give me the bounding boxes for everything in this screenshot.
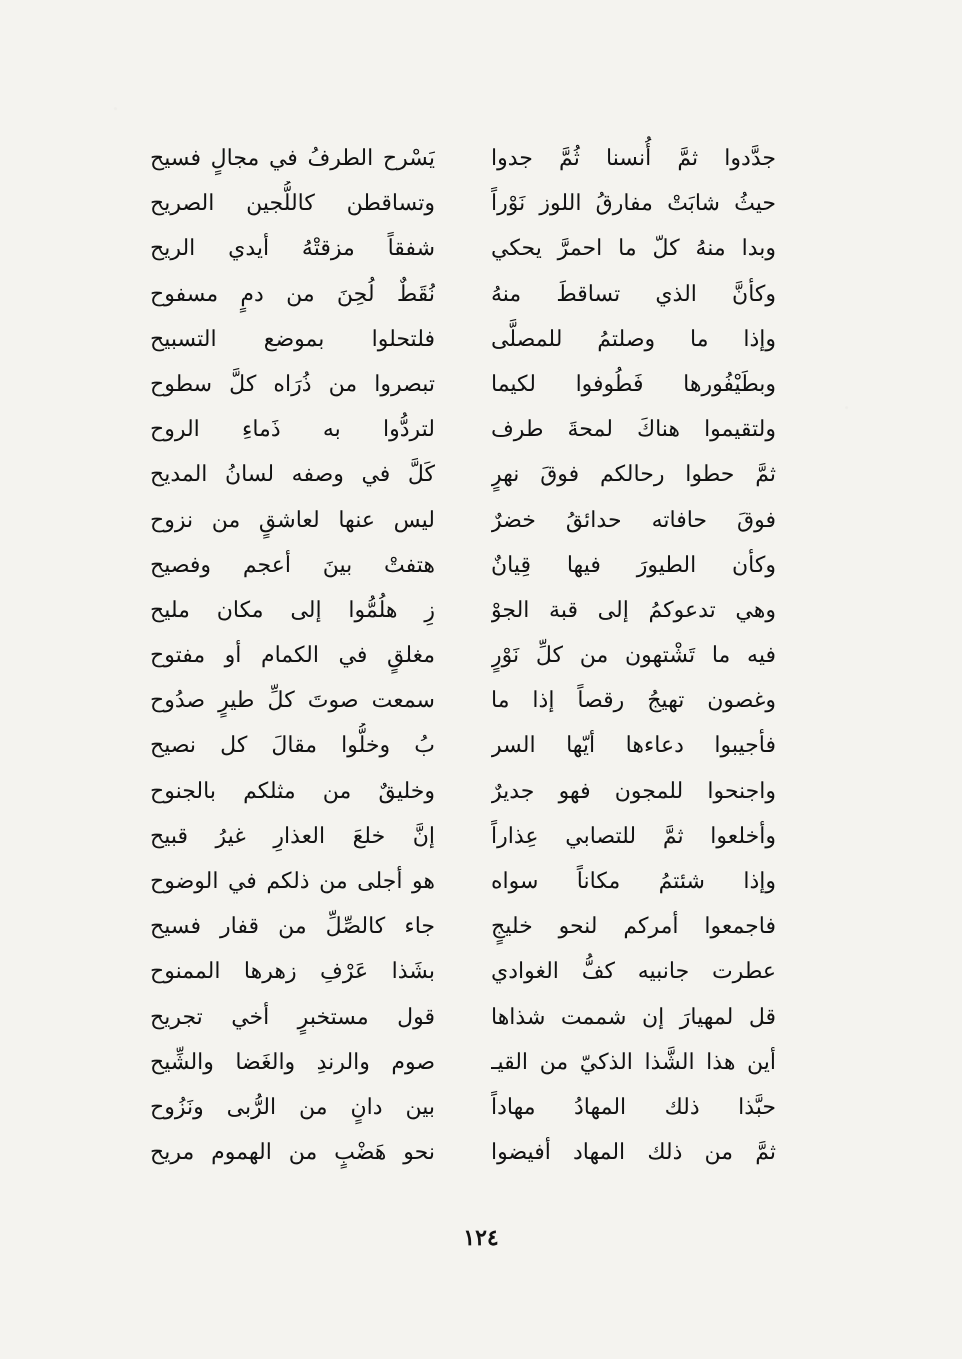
second-hemistich: هتفتْ بينَ أعجم وفصيح	[150, 552, 435, 578]
second-hemistich: صوم والرندِ والغَضا والشِّيح	[150, 1049, 435, 1075]
second-hemistich: سمعت صوتَ كلِّ طيرٍ صدُوح	[150, 688, 435, 714]
second-hemistich: لتردُّوا به ذَماءِ الروح	[150, 417, 435, 443]
second-hemistich: قول مستخبرٍ أخي تجريح	[150, 1004, 435, 1030]
second-hemistich: تبصروا من ذُرَاه كلَّ سطوح	[150, 371, 435, 397]
first-hemistich: فيه ما تَشْتهون من كلِّ نَوْرٍ	[491, 643, 776, 669]
verse-line	[150, 317, 776, 362]
first-hemistich: وكأن الطيورَ فيها قِيانٌ	[491, 552, 776, 578]
first-hemistich: قل لمهيارَ إن شممت شذاها	[491, 1004, 776, 1030]
verse-line	[150, 678, 776, 723]
verse-line	[150, 814, 776, 859]
first-hemistich: عطرت جانبيه كفُّ الغوادي	[491, 959, 776, 985]
verse-line	[150, 949, 776, 994]
first-hemistich: فاجمعوا أمركم لنحو خليجٍ	[491, 914, 776, 940]
second-hemistich: زِ هلُمُّوا إلى مكان مليح	[150, 597, 435, 623]
verse-line	[150, 362, 776, 407]
first-hemistich: أين هذا الشَّذا الذكيّ من القيـ	[491, 1049, 776, 1075]
second-hemistich: ليس عنها لعاشقٍ من نزوح	[150, 507, 435, 533]
verse-line	[150, 272, 776, 317]
first-hemistich: وكأنَّ الذي تساقطَ منهُ	[491, 281, 776, 307]
verse-line	[150, 1040, 776, 1085]
second-hemistich: وتساقطن كاللُّجين الصريح	[150, 191, 435, 217]
first-hemistich: وأخلعوا ثمَّ للتصابي عِذاراً	[491, 823, 776, 849]
verse-line	[150, 588, 776, 633]
verse-line	[150, 226, 776, 271]
first-hemistich: وهي تدعوكمُ إلى قبة الجوْ	[491, 597, 776, 623]
second-hemistich: بين دانٍ من الرُّبى ونَزُوح	[150, 1094, 435, 1120]
second-hemistich: مغلقٍ في الكمام أو مفتوح	[150, 643, 435, 669]
first-hemistich: وإذا ما وصلتمُ للمصلَّى	[491, 326, 776, 352]
second-hemistich: شفقاً مزقتْهُ أيدي الريح	[150, 236, 435, 262]
verse-line	[150, 904, 776, 949]
verse-line	[150, 407, 776, 452]
second-hemistich: بشَذا عَرْفِ زهرها الممنوح	[150, 959, 435, 985]
poem-body	[150, 136, 776, 1175]
first-hemistich: ثمَّ حطوا رحالكم فوقَ نهرٍ	[491, 462, 776, 488]
verse-line	[150, 995, 776, 1040]
second-hemistich: يَسْرح الطرفُ في مجالٍ فسيح	[150, 146, 435, 171]
first-hemistich: حيثُ شابَتْ مفارقُ اللوز نَوْراً	[491, 191, 776, 217]
verse-line	[150, 498, 776, 543]
verse-line	[150, 1130, 776, 1175]
first-hemistich: فأجيبوا دعاءها أيّها السر	[491, 733, 776, 759]
first-hemistich: واجنحوا للمجون فهو جديرٌ	[491, 778, 776, 804]
second-hemistich: نُقَطٌ لُحِنَ من دمٍ مسفوح	[150, 281, 435, 307]
second-hemistich: كَلَّ في وصفه لسانُ المديح	[150, 462, 435, 488]
verse-line	[150, 1085, 776, 1130]
verse-line	[150, 769, 776, 814]
first-hemistich: وبطَيْفُورها فَطُوفوا لكيما	[491, 371, 776, 397]
second-hemistich: نحو هَضْبٍ من الهموم مريح	[150, 1140, 435, 1166]
first-hemistich: وغصون تهيجُ رقصاً إذا ما	[491, 688, 776, 714]
second-hemistich: جاء كالصِّلِّ من قفار فسيح	[150, 914, 435, 940]
second-hemistich: فلتحلوا بموضع التسبيح	[150, 326, 435, 352]
second-hemistich: بُ وخلُّوا مقالَ كل نصيح	[150, 733, 435, 759]
first-hemistich: حبَّذا ذلك المهادُ مهاداً	[491, 1094, 776, 1120]
first-hemistich: فوقَ حافاته حدائقُ خضرٌ	[491, 507, 776, 533]
first-hemistich: جدَّدوا ثمَّ أُنسنا ثُمَّ جدوا	[491, 146, 776, 171]
verse-line	[150, 859, 776, 904]
verse-line	[150, 181, 776, 226]
first-hemistich: وإذا شئتمُ مكاناً سواه	[491, 869, 776, 894]
verse-line	[150, 633, 776, 678]
verse-line	[150, 723, 776, 768]
second-hemistich: إنَّ خلعَ العذارِ غيرُ قبيح	[150, 823, 435, 849]
first-hemistich: وبدا منهُ كلّ ما احمرَّ يحكي	[491, 236, 776, 262]
second-hemistich: وخليقٌ من مثلكم بالجنوح	[150, 778, 435, 804]
verse-line	[150, 136, 776, 181]
second-hemistich: هو أجلى من ذلكم في الوضوح	[150, 869, 435, 894]
verse-line	[150, 543, 776, 588]
first-hemistich: ولتقيموا هناكَ لمحةَ طرف	[491, 417, 776, 443]
page-number: ١٢٤	[463, 1225, 499, 1251]
first-hemistich: ثمَّ من ذلك المهاد أفيضوا	[491, 1140, 776, 1166]
verse-line	[150, 452, 776, 497]
